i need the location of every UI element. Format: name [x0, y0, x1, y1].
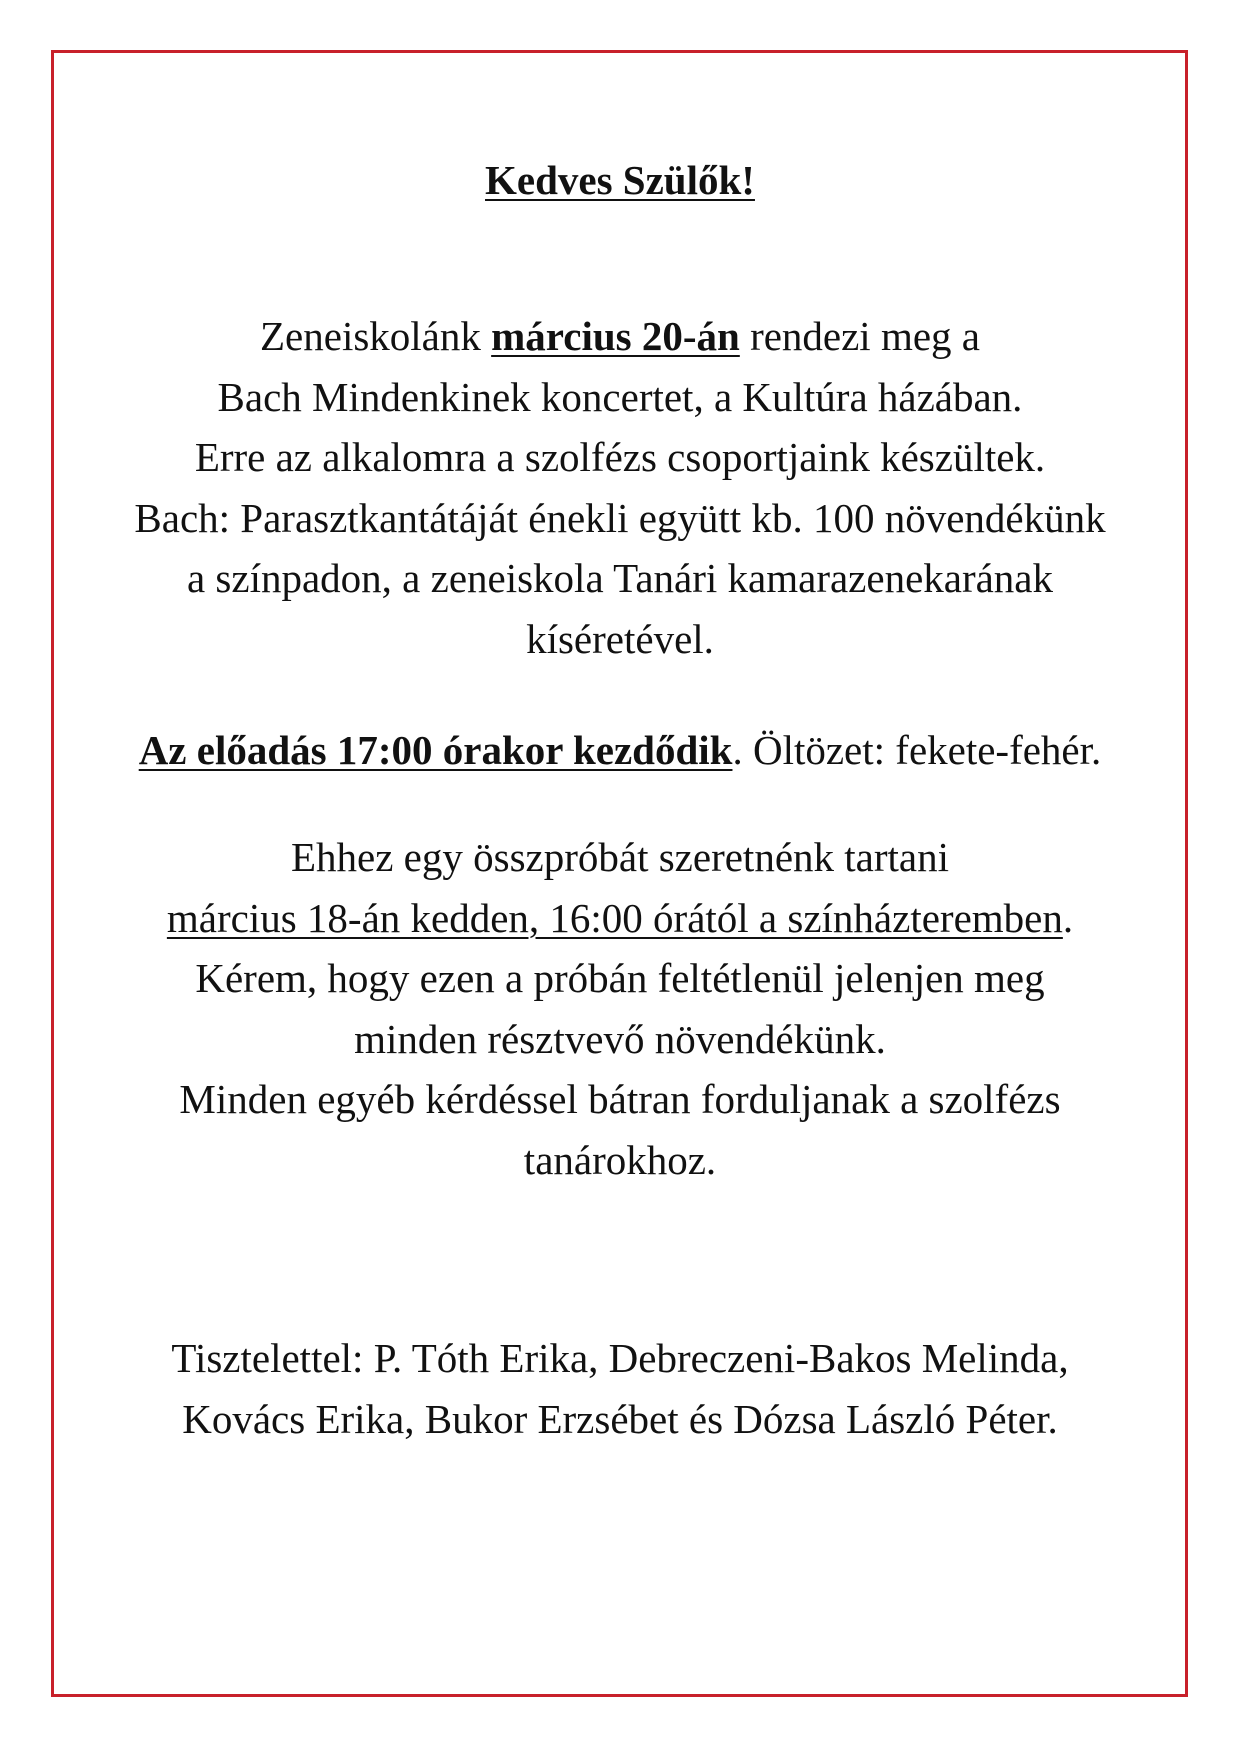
signature-paragraph	[60, 1328, 1180, 1449]
intro-line-6: kíséretével.	[526, 615, 714, 662]
rehearsal-paragraph	[60, 827, 1180, 1190]
rehearsal-line-6: tanárokhoz.	[523, 1136, 717, 1183]
rehearsal-date-highlight: március 18-án kedden, 16:00 órától a színházteremben	[166, 894, 1063, 941]
performance-line	[60, 720, 1180, 781]
intro-line-5: a színpadon, a zeneiskola Tanári kamarazenekarának	[186, 555, 1054, 601]
intro-line-1	[60, 306, 1180, 367]
rehearsal-line-5: Minden egyéb kérdéssel bátran forduljanak a szolfézs	[179, 1076, 1061, 1122]
rehearsal-line-2	[60, 888, 1180, 949]
signature-line-2: Kovács Erika, Bukor Erzsébet és Dózsa László Péter.	[182, 1395, 1058, 1442]
intro-line-4: Bach: Parasztkantátáját énekli együtt kb. 100 növendékünk	[134, 494, 1106, 541]
signature-line-1: Tisztelettel: P. Tóth Erika, Debreczeni-Bakos Melinda,	[171, 1335, 1069, 1381]
intro-line-1-pre: Zeneiskolánk	[260, 313, 492, 359]
rehearsal-line-1: Ehhez egy összpróbát szeretnénk tartani	[290, 834, 949, 880]
rehearsal-line-4: minden résztvevő növendékünk.	[354, 1015, 886, 1062]
letter-title: Kedves Szülők!	[485, 157, 755, 203]
intro-line-2: Bach Mindenkinek koncertet, a Kultúra házában.	[217, 373, 1023, 420]
intro-line-3: Erre az alkalomra a szolfézs csoportjaink készültek.	[194, 434, 1046, 480]
intro-paragraph	[60, 306, 1180, 669]
performance-time-highlight: Az előadás 17:00 órakor kezdődik	[138, 727, 733, 773]
rehearsal-line-2-post: .	[1062, 894, 1074, 941]
intro-line-1-post: rendezi meg a	[739, 313, 980, 359]
dress-code-text: . Öltözet: fekete-fehér.	[732, 727, 1102, 773]
concert-date-highlight: március 20-án	[491, 313, 740, 359]
performance-paragraph	[60, 720, 1180, 781]
rehearsal-line-3: Kérem, hogy ezen a próbán feltétlenül jelenjen meg	[195, 955, 1045, 1001]
